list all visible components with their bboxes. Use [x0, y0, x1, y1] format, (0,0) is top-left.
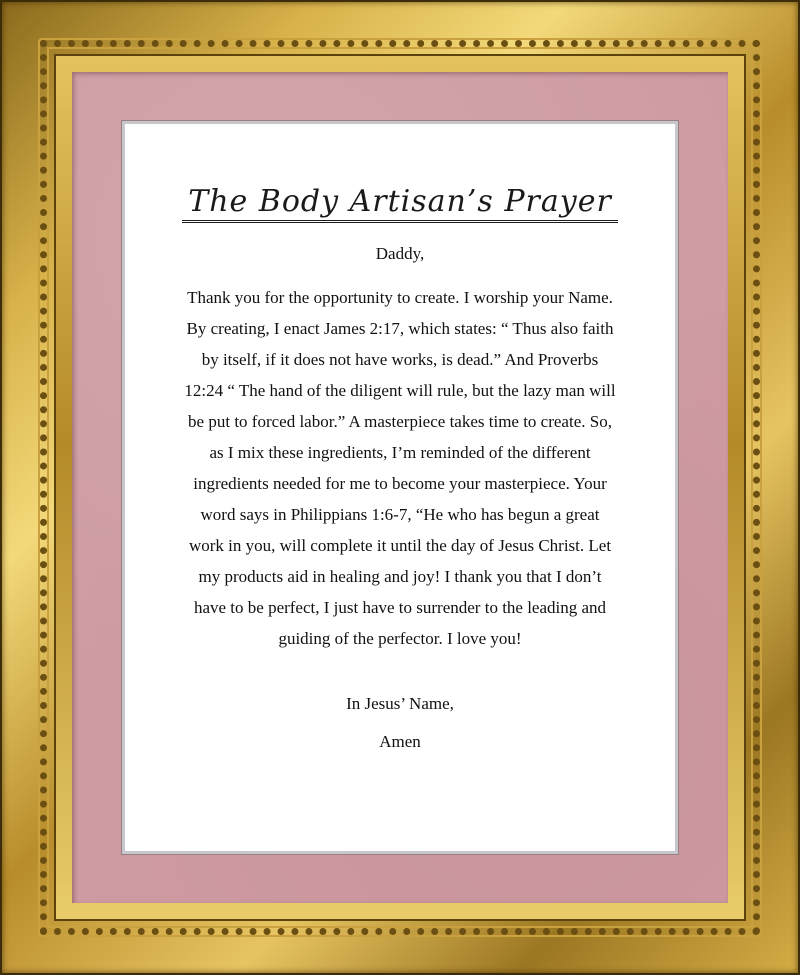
prayer-greeting: Daddy,	[375, 244, 425, 263]
prayer-closing: In Jesus’ Name,	[346, 694, 454, 713]
prayer-paper	[122, 121, 678, 854]
prayer-title	[125, 184, 675, 219]
prayer-title-text: The Body Artisan’s Prayer	[182, 184, 618, 223]
prayer-signoff: Amen	[379, 732, 421, 751]
prayer-body: Thank you for the opportunity to create. I worship your Name. By creating, I enact James 2:17, which states: “ Thus also faith by itself, if it does not have works, is dead.” And Proverbs 12:24 “ The hand of the diligent will rule, but the lazy man will be put to forced labor.” A masterpiece takes time to create. So, as I mix these ingredients, I’m reminded of the different ingredients needed for me to become your masterpiece. Your word says in Philippians 1:6-7, “He who has begun a great work in you, will complete it until the day of Jesus Christ. Let my products aid in healing and joy! I thank you that I don’t have to be perfect, I just have to surrender to the leading and guiding of the perfector. I love you!	[184, 288, 616, 648]
